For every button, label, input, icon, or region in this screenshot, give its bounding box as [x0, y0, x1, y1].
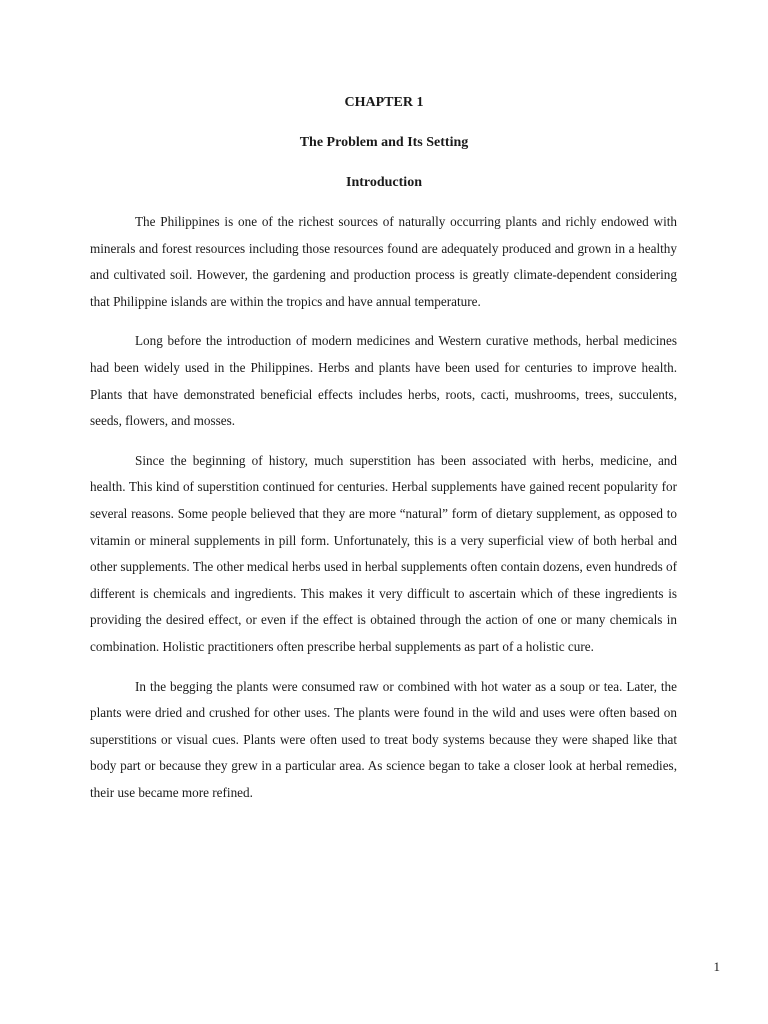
- page-number: 1: [713, 959, 720, 974]
- paragraph: Long before the introduction of modern medicines and Western curative methods, herbal medicines had been widely used in the Philippines. Herbs and plants have been used for centuries to improve health. Plants that have demonstrated beneficial effects includes herbs, roots, cacti, mushrooms, trees, succulents, seeds, flowers, and mosses.: [90, 333, 677, 429]
- section-heading: Introduction: [346, 175, 422, 190]
- paragraph: Since the beginning of history, much superstition has been associated with herbs, medicine, and health. This kind of superstition continued for centuries. Herbal supplements have gained recent popularity for several reasons. Some people believed that they are more “natural” form of dietary supplement, as opposed to vitamin or mineral supplements in pill form. Unfortunately, this is a very superficial view of both herbal and other supplements. The other medical herbs used in herbal supplements often contain dozens, even hundreds of different is chemicals and ingredients. This makes it very difficult to ascertain which of these ingredients is providing the desired effect, or even if the effect is obtained through the action of one or many chemicals in combination. Holistic practitioners often prescribe herbal supplements as part of a holistic cure.: [90, 452, 677, 654]
- paragraph: The Philippines is one of the richest sources of naturally occurring plants and richly endowed with minerals and forest resources including those resources found are adequately produced and grown in a healthy and cultivated soil. However, the gardening and production process is greatly climate-dependent considering that Philippine islands are within the tropics and have annual temperature.: [90, 214, 677, 309]
- chapter-heading: CHAPTER 1: [344, 95, 424, 110]
- paragraph: In the begging the plants were consumed raw or combined with hot water as a soup or tea. Later, the plants were dried and crushed for other uses. The plants were found in the wild and uses were often based on superstitions or visual cues. Plants were often used to treat body systems because they were shaped like that body part or because they grew in a particular area. As science began to take a closer look at herbal remedies, their use became more refined.: [90, 678, 677, 800]
- chapter-title: The Problem and Its Setting: [299, 135, 469, 150]
- body-text: [90, 209, 677, 819]
